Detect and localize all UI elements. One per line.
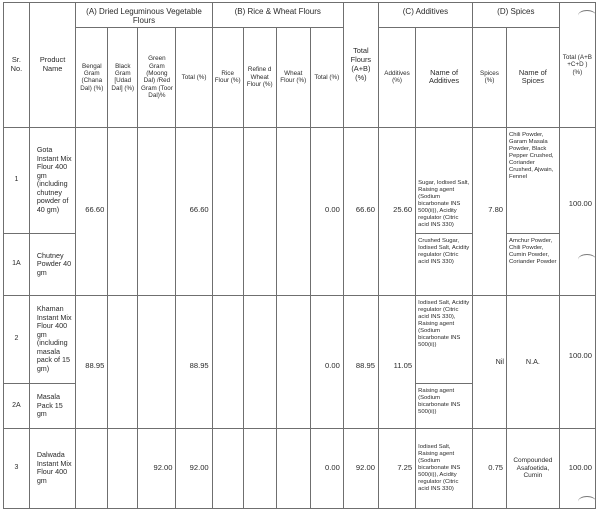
cell-product-name: Gota Instant Mix Flour 400 gm (including chutney powder of 40 gm) bbox=[29, 127, 75, 233]
binder-hole-top bbox=[578, 10, 596, 21]
cell-green: 92.00 bbox=[138, 428, 176, 508]
header-refined-wheat: Refine d Wheat Flour (%) bbox=[243, 27, 276, 127]
header-additives-name: Name of Additives bbox=[416, 27, 473, 127]
cell-sr: 2A bbox=[4, 383, 30, 428]
cell-additives-name: Iodised Salt, Acidity regulator (Citric acid INS 330), Raising agent (Sodium bicarbonate INS 500(ii)) bbox=[416, 295, 473, 383]
cell-green bbox=[138, 127, 176, 295]
composition-table bbox=[3, 2, 596, 509]
cell-grand-total: 100.00 bbox=[559, 295, 595, 428]
binder-hole-middle bbox=[578, 254, 596, 265]
cell-grand-total: 100.00 bbox=[559, 428, 595, 508]
cell-additives-pct: 7.25 bbox=[378, 428, 415, 508]
cell-product-name: Chutney Powder 40 gm bbox=[29, 233, 75, 295]
header-spices-name: Name of Spices bbox=[507, 27, 560, 127]
cell-spices-pct: 0.75 bbox=[472, 428, 506, 508]
cell-product-name: Dalwada Instant Mix Flour 400 gm bbox=[29, 428, 75, 508]
header-additives-pct: Additives (%) bbox=[378, 27, 415, 127]
cell-product-name: Masala Pack 15 gm bbox=[29, 383, 75, 428]
cell-total-flours: 66.60 bbox=[343, 127, 378, 295]
cell-black bbox=[108, 295, 138, 428]
cell-black bbox=[108, 428, 138, 508]
cell-spices-name: Compounded Asafoetida, Cumin bbox=[507, 428, 560, 508]
header-total-b: Total (%) bbox=[310, 27, 343, 127]
cell-additives-name: Crushed Sugar, Iodised Salt, Acidity regulator (Citric acid INS 330) bbox=[416, 233, 473, 295]
table-row bbox=[4, 295, 596, 383]
cell-bengal bbox=[76, 428, 108, 508]
cell-spices-name: Amchur Powder, Chili Powder, Cumin Powder, Coriander Powder bbox=[507, 233, 560, 295]
header-group-b: (B) Rice & Wheat Flours bbox=[212, 3, 343, 28]
cell-additives-name: Iodised Salt, Raising agent (Sodium bicarbonate INS 500(ii)), Acidity regulator (Citric acid INS 330) bbox=[416, 428, 473, 508]
cell-wheat bbox=[276, 127, 310, 295]
cell-rice bbox=[212, 127, 243, 295]
cell-wheat bbox=[276, 428, 310, 508]
cell-sr: 2 bbox=[4, 295, 30, 383]
header-green-gram: Green Gram (Moong Dal) /Red Gram (Toor Dal)% bbox=[138, 27, 176, 127]
cell-sr: 1 bbox=[4, 127, 30, 233]
header-black-gram: Black Gram [Udad Dal] (%) bbox=[108, 27, 138, 127]
cell-additives-pct: 25.60 bbox=[378, 127, 415, 295]
cell-spices-pct: 7.80 bbox=[472, 127, 506, 295]
cell-wheat bbox=[276, 295, 310, 428]
cell-bengal: 66.60 bbox=[76, 127, 108, 295]
cell-refined-wheat bbox=[243, 127, 276, 295]
cell-total-b: 0.00 bbox=[310, 295, 343, 428]
cell-product-name: Khaman Instant Mix Flour 400 gm (including masala pack of 15 gm) bbox=[29, 295, 75, 383]
header-rice-flour: Rice Flour (%) bbox=[212, 27, 243, 127]
cell-total-a: 66.60 bbox=[176, 127, 212, 295]
cell-bengal: 88.95 bbox=[76, 295, 108, 428]
cell-rice bbox=[212, 428, 243, 508]
table-row bbox=[4, 127, 596, 233]
header-group-c: (C) Additives bbox=[378, 3, 472, 28]
cell-additives-pct: 11.05 bbox=[378, 295, 415, 428]
cell-additives-name: Sugar, Iodised Salt, Raising agent (Sodium bicarbonate INS 500(ii)), Acidity regulator (Citric acid INS 330) bbox=[416, 127, 473, 233]
cell-refined-wheat bbox=[243, 428, 276, 508]
header-total-flours: Total Flours (A+B) (%) bbox=[343, 3, 378, 128]
cell-spices-name: Chili Powder, Garam Masala Powder, Black Pepper Crushed, Coriander Crushed, Ajwain, Fennel bbox=[507, 127, 560, 233]
cell-total-flours: 92.00 bbox=[343, 428, 378, 508]
cell-black bbox=[108, 127, 138, 295]
cell-total-flours: 88.95 bbox=[343, 295, 378, 428]
cell-spices-pct: Nil bbox=[472, 295, 506, 428]
header-group-d: (D) Spices bbox=[472, 3, 559, 28]
header-sr-no: Sr. No. bbox=[4, 3, 30, 128]
cell-rice bbox=[212, 295, 243, 428]
cell-total-b: 0.00 bbox=[310, 127, 343, 295]
header-wheat-flour: Wheat Flour (%) bbox=[276, 27, 310, 127]
header-total-a: Total (%) bbox=[176, 27, 212, 127]
cell-total-b: 0.00 bbox=[310, 428, 343, 508]
cell-refined-wheat bbox=[243, 295, 276, 428]
cell-grand-total: 100.00 bbox=[559, 127, 595, 295]
cell-total-a: 92.00 bbox=[176, 428, 212, 508]
cell-sr: 3 bbox=[4, 428, 30, 508]
cell-spices-name: N.A. bbox=[507, 295, 560, 428]
cell-total-a: 88.95 bbox=[176, 295, 212, 428]
header-grand-total: Total (A+B +C+D ) (%) bbox=[559, 3, 595, 128]
table-row bbox=[4, 428, 596, 508]
cell-sr: 1A bbox=[4, 233, 30, 295]
header-product-name: Product Name bbox=[29, 3, 75, 128]
header-spices-pct: Spices (%) bbox=[472, 27, 506, 127]
cell-additives-name: Raising agent (Sodium bicarbonate INS 500(ii)) bbox=[416, 383, 473, 428]
binder-hole-bottom bbox=[578, 496, 596, 507]
header-group-a: (A) Dried Leguminous Vegetable Flours bbox=[76, 3, 212, 28]
header-bengal-gram: Bengal Gram (Chana Dal) (%) bbox=[76, 27, 108, 127]
cell-green bbox=[138, 295, 176, 428]
